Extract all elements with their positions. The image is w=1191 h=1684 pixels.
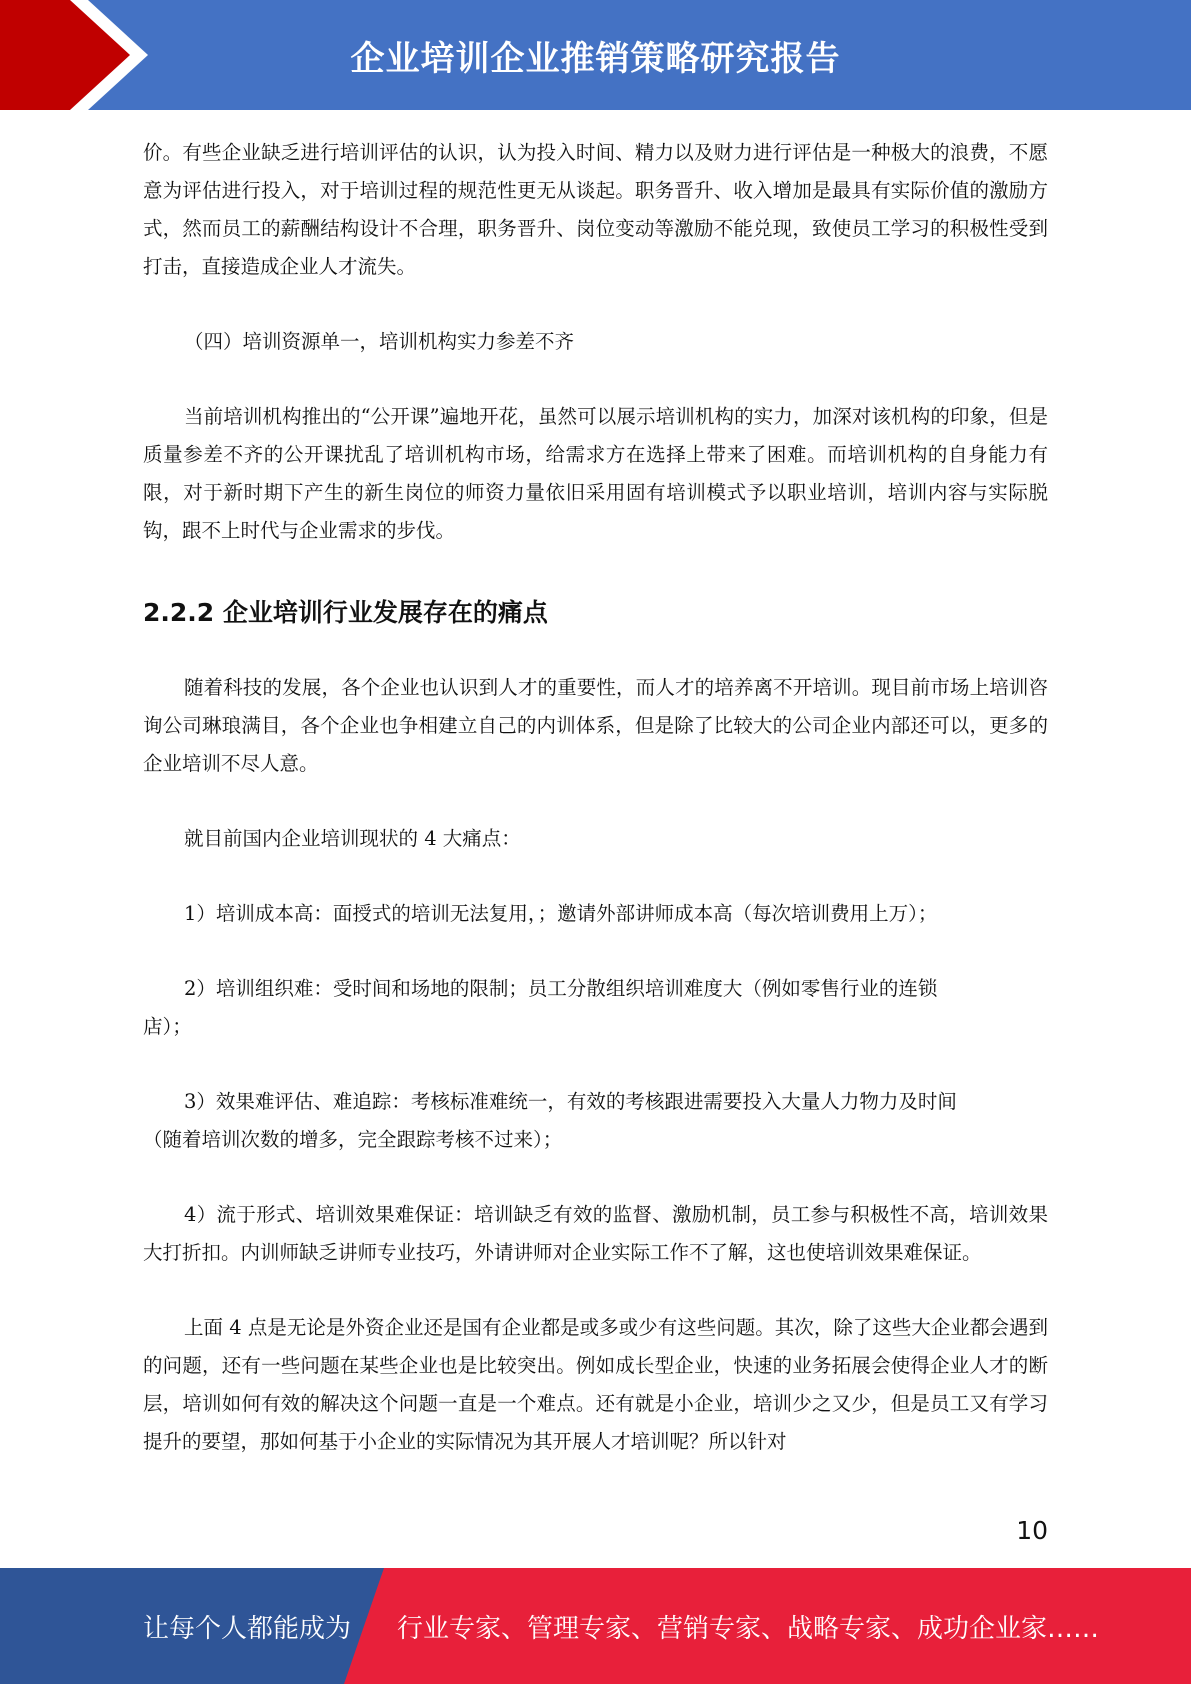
pain-point-2-line2: 店）； xyxy=(143,1015,192,1038)
pain-point-2-line1: 2）培训组织难：受时间和场地的限制；员工分散组织培训难度大（例如零售行业的连锁 xyxy=(184,977,938,1000)
paragraph-training-institutions: 当前培训机构推出的“公开课”遍地开花，虽然可以展示培训机构的实力，加深对该机构的印象，但是质量参差不齐的公开课扰乱了培训机构市场，给需求方在选择上带来了困难。而培训机构的自身能力有限，对于新时期下产生的新生岗位的师资力量依旧采用固有培训模式予以职业培训，培训内容与实际脱钩，跟不上时代与企业需求的步伐。 xyxy=(143,405,1048,542)
pain-point-3-line1: 3）效果难评估、难追踪：考核标准难统一，有效的考核跟进需要投入大量人力物力及时间 xyxy=(184,1090,957,1113)
pain-point-1: 1）培训成本高：面授式的培训无法复用，；邀请外部讲师成本高（每次培训费用上万）； xyxy=(184,902,938,925)
document-title: 企业培训企业推销策略研究报告 xyxy=(350,38,841,79)
pain-point-4: 4）流于形式、培训效果难保证：培训缺乏有效的监督、激励机制，员工参与积极性不高，培训效果大打折扣。内训师缺乏讲师专业技巧，外请讲师对企业实际工作不了解，这也使培训效果难保证。 xyxy=(143,1203,1048,1264)
footer-slogan-right: 行业专家、管理专家、营销专家、战略专家、成功企业家…… xyxy=(397,1613,1100,1644)
paragraph-four-pain-points-intro: 就目前国内企业培训现状的 4 大痛点： xyxy=(184,827,521,850)
paragraph-tech-development: 随着科技的发展，各个企业也认识到人才的重要性，而人才的培养离不开培训。现目前市场上培训咨询公司琳琅满目，各个企业也争相建立自己的内训体系，但是除了比较大的公司企业内部还可以，更多的企业培训不尽人意。 xyxy=(143,676,1048,775)
paragraph-summary: 上面 4 点是无论是外资企业还是国有企业都是或多或少有这些问题。其次，除了这些大企业都会遇到的问题，还有一些问题在某些企业也是比较突出。例如成长型企业，快速的业务拓展会使得企业人才的断层，培训如何有效的解决这个问题一直是一个难点。还有就是小企业，培训少之又少，但是员工又有学习提升的要望，那如何基于小企业的实际情况为其开展人才培训呢？所以针对 xyxy=(143,1316,1048,1453)
page-footer xyxy=(0,1568,1191,1684)
page-number: 10 xyxy=(1016,1516,1048,1545)
pain-point-3-line2: （随着培训次数的增多，完全跟踪考核不过来）； xyxy=(143,1128,563,1151)
paragraph-continued: 价。有些企业缺乏进行培训评估的认识，认为投入时间、精力以及财力进行评估是一种极大的浪费，不愿意为评估进行投入，对于培训过程的规范性更无从谈起。职务晋升、收入增加是最具有实际价值的激励方式，然而员工的薪酬结构设计不合理，职务晋升、岗位变动等激励不能兑现，致使员工学习的积极性受到打击，直接造成企业人才流失。 xyxy=(143,141,1048,278)
subheading-four: （四）培训资源单一，培训机构实力参差不齐 xyxy=(184,330,575,353)
page-header xyxy=(0,0,1191,110)
section-heading: 2.2.2 企业培训行业发展存在的痛点 xyxy=(143,598,548,627)
page-body xyxy=(143,134,1048,1461)
footer-slogan-left: 让每个人都能成为 xyxy=(143,1613,352,1644)
